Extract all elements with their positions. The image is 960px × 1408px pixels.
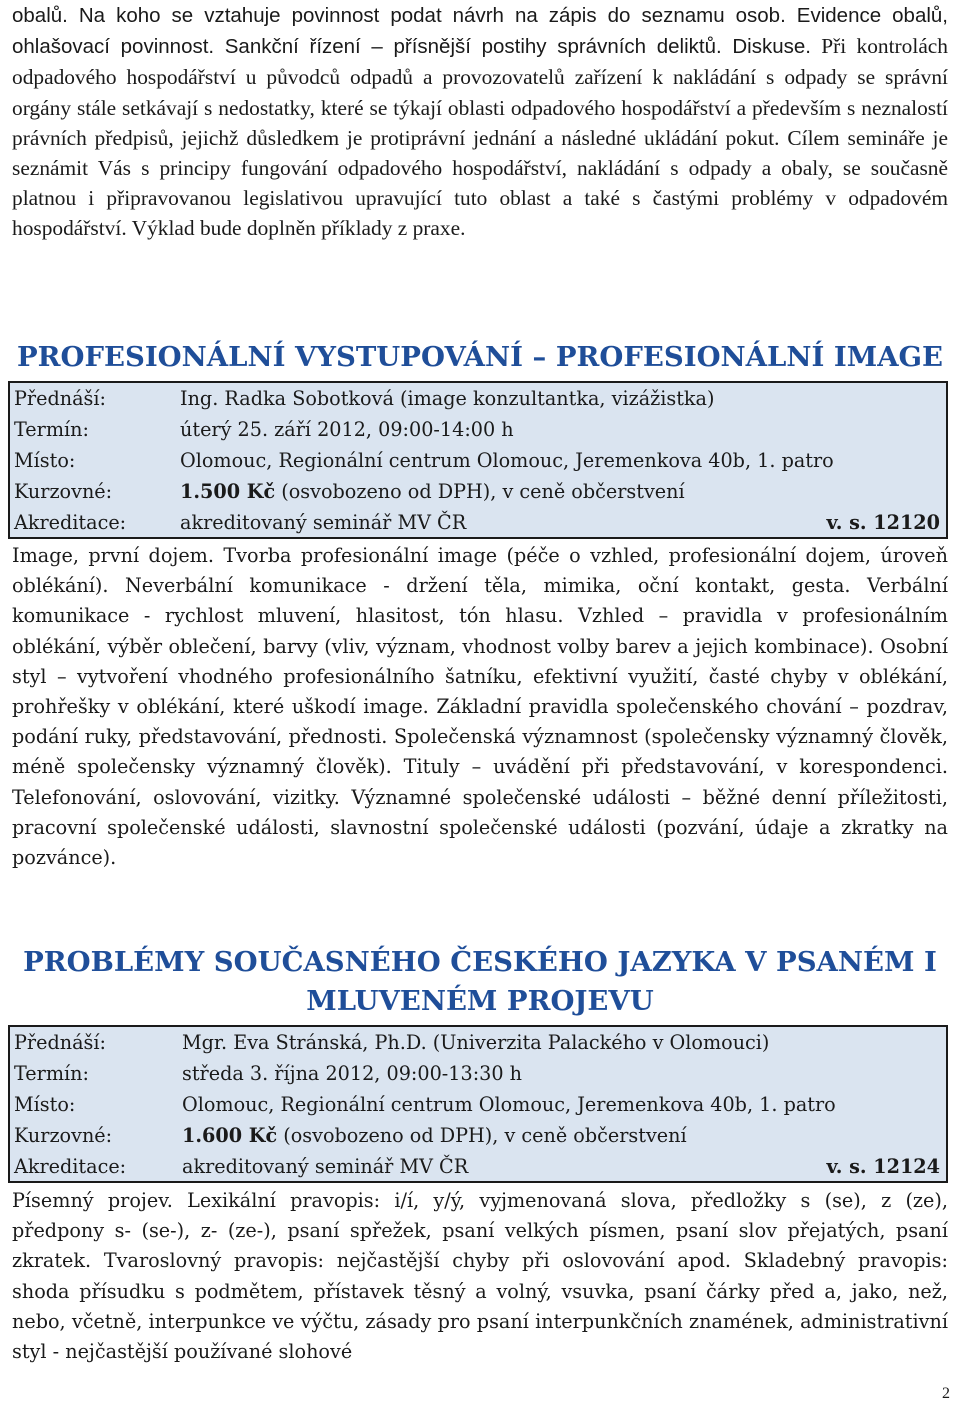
date-value: úterý 25. září 2012, 09:00-14:00 h [180,418,514,441]
course-2-place-row [10,1089,946,1120]
accreditation-value: akreditovaný seminář MV ČR [180,511,467,534]
accreditation-number: v. s. 12124 [826,1155,940,1178]
course-1-lecturer-row [10,383,946,414]
intro-serif-text: Při kontrolách odpadového hospodářství u původců odpadů a provozovatelů zařízení k nakládání s odpady se správní orgány stále setkávají s nedostatky, které se týkají oblasti odpadového hospodářství a především s neznalostí právních předpisů, jejichž důsledkem je protiprávní jednání a následné ukládání pokut. Cílem semináře je seznámit Vás s principy fungování odpadového hospodářství, nakládání s odpady a obaly, se současně platnou i připravovanou legislativou upravující tuto oblast a také s častými problémy v odpadovém hospodářství. Výklad bude doplněn příklady z praxe. [12,34,949,241]
place-value: Olomouc, Regionální centrum Olomouc, Jeremenkova 40b, 1. patro [182,1093,836,1116]
course-1-fee-row [10,476,946,507]
course-2-fee-row [10,1120,946,1151]
place-label: Místo: [14,449,76,472]
fee-label: Kurzovné: [14,480,113,503]
accreditation-label: Akreditace: [14,511,127,534]
fee-value [182,1120,687,1151]
place-label: Místo: [14,1093,76,1116]
course-2-accreditation-row [10,1151,946,1182]
lecturer-label: Přednáší: [14,387,106,410]
date-label: Termín: [14,418,89,441]
course-1-title: PROFESIONÁLNÍ VYSTUPOVÁNÍ – PROFESIONÁLNÍ IMAGE [16,341,944,373]
fee-note: (osvobozeno od DPH), v ceně občerstvení [275,480,685,503]
accreditation-value: akreditovaný seminář MV ČR [182,1155,469,1178]
course-1-description: Image, první dojem. Tvorba profesionální image (péče o vzhled, profesionální dojem, úroveň oblékání). Neverbální komunikace - držení těla, mimika, oční kontakt, gesta. Verbální komunikace - rychlost mluvení, hlasitost, tón hlasu. Vzhled – pravidla v profesionálním oblékání, výběr oblečení, barvy (vliv, význam, vhodnost volby barev a jejich kombinace). Osobní styl – vytvoření vhodného profesionálního šatníku, efektivní využití, časté chyby v oblékání, prohřešky v oblékání, které uškodí image. Základní pravidla společenského chování – pozdrav, podání ruky, představování, přednosti. Společenská významnost (společensky významný člověk, méně společensky významný člověk). Tituly – uvádění při představování, v korespondenci. Telefonování, oslovování, vizitky. Významné společenské události – běžné denní příležitosti, pracovní společenské události, slavnostní společenské události (pozvání, údaje a zkratky na pozvánce). [12,544,948,870]
course-1-date-row [10,414,946,445]
fee-amount: 1.600 Kč [182,1124,278,1147]
accreditation-label: Akreditace: [14,1155,127,1178]
lecturer-value: Mgr. Eva Stránská, Ph.D. (Univerzita Palackého v Olomouci) [182,1031,770,1054]
fee-amount: 1.500 Kč [180,480,276,503]
fee-value [180,476,685,507]
course-2-title-line-2: MLUVENÉM PROJEVU [306,985,654,1017]
lecturer-label: Přednáší: [14,1031,106,1054]
course-1-info-box [8,381,948,539]
course-2-title-line-1: PROBLÉMY SOUČASNÉHO ČESKÉHO JAZYKA V PSANÉM I [23,946,937,978]
date-value: středa 3. října 2012, 09:00-13:30 h [182,1062,523,1085]
course-1-accreditation-row [10,507,946,538]
fee-label: Kurzovné: [14,1124,113,1147]
course-1-place-row [10,445,946,476]
lecturer-value: Ing. Radka Sobotková (image konzultantka, vizážistka) [180,387,715,410]
page-number: 2 [942,1385,950,1402]
intro-paragraph [12,0,948,244]
accreditation-number: v. s. 12120 [826,511,940,534]
place-value: Olomouc, Regionální centrum Olomouc, Jeremenkova 40b, 1. patro [180,449,834,472]
intro-sans-text: obalů. Na koho se vztahuje povinnost podat návrh na zápis do seznamu osob. Evidence obalů, ohlašovací povinnost. Sankční řízení – přísnější postihy správních deliktů. Diskuse. [12,4,948,59]
course-2-lecturer-row [10,1027,946,1058]
date-label: Termín: [14,1062,89,1085]
course-2-description: Písemný projev. Lexikální pravopis: i/í, y/ý, vyjmenovaná slova, předložky s (se), z (ze), předpony s- (se-), z- (ze-), psaní spřežek, psaní velkých písmen, psaní slov přejatých, psaní zkratek. Tvaroslovný pravopis: nejčastější chyby při oslovování apod. Skladebný pravopis: shoda přísudku s podmětem, přístavek těsný a volný, vsuvka, psaní čárky před a, jako, než, nebo, včetně, interpunkce ve výčtu, zásady pro psaní interpunkčních znamének, administrativní styl - nejčastější používané slohové [12,1189,948,1364]
fee-note: (osvobozeno od DPH), v ceně občerstvení [277,1124,687,1147]
course-2-date-row [10,1058,946,1089]
course-2-info-box [8,1025,948,1183]
